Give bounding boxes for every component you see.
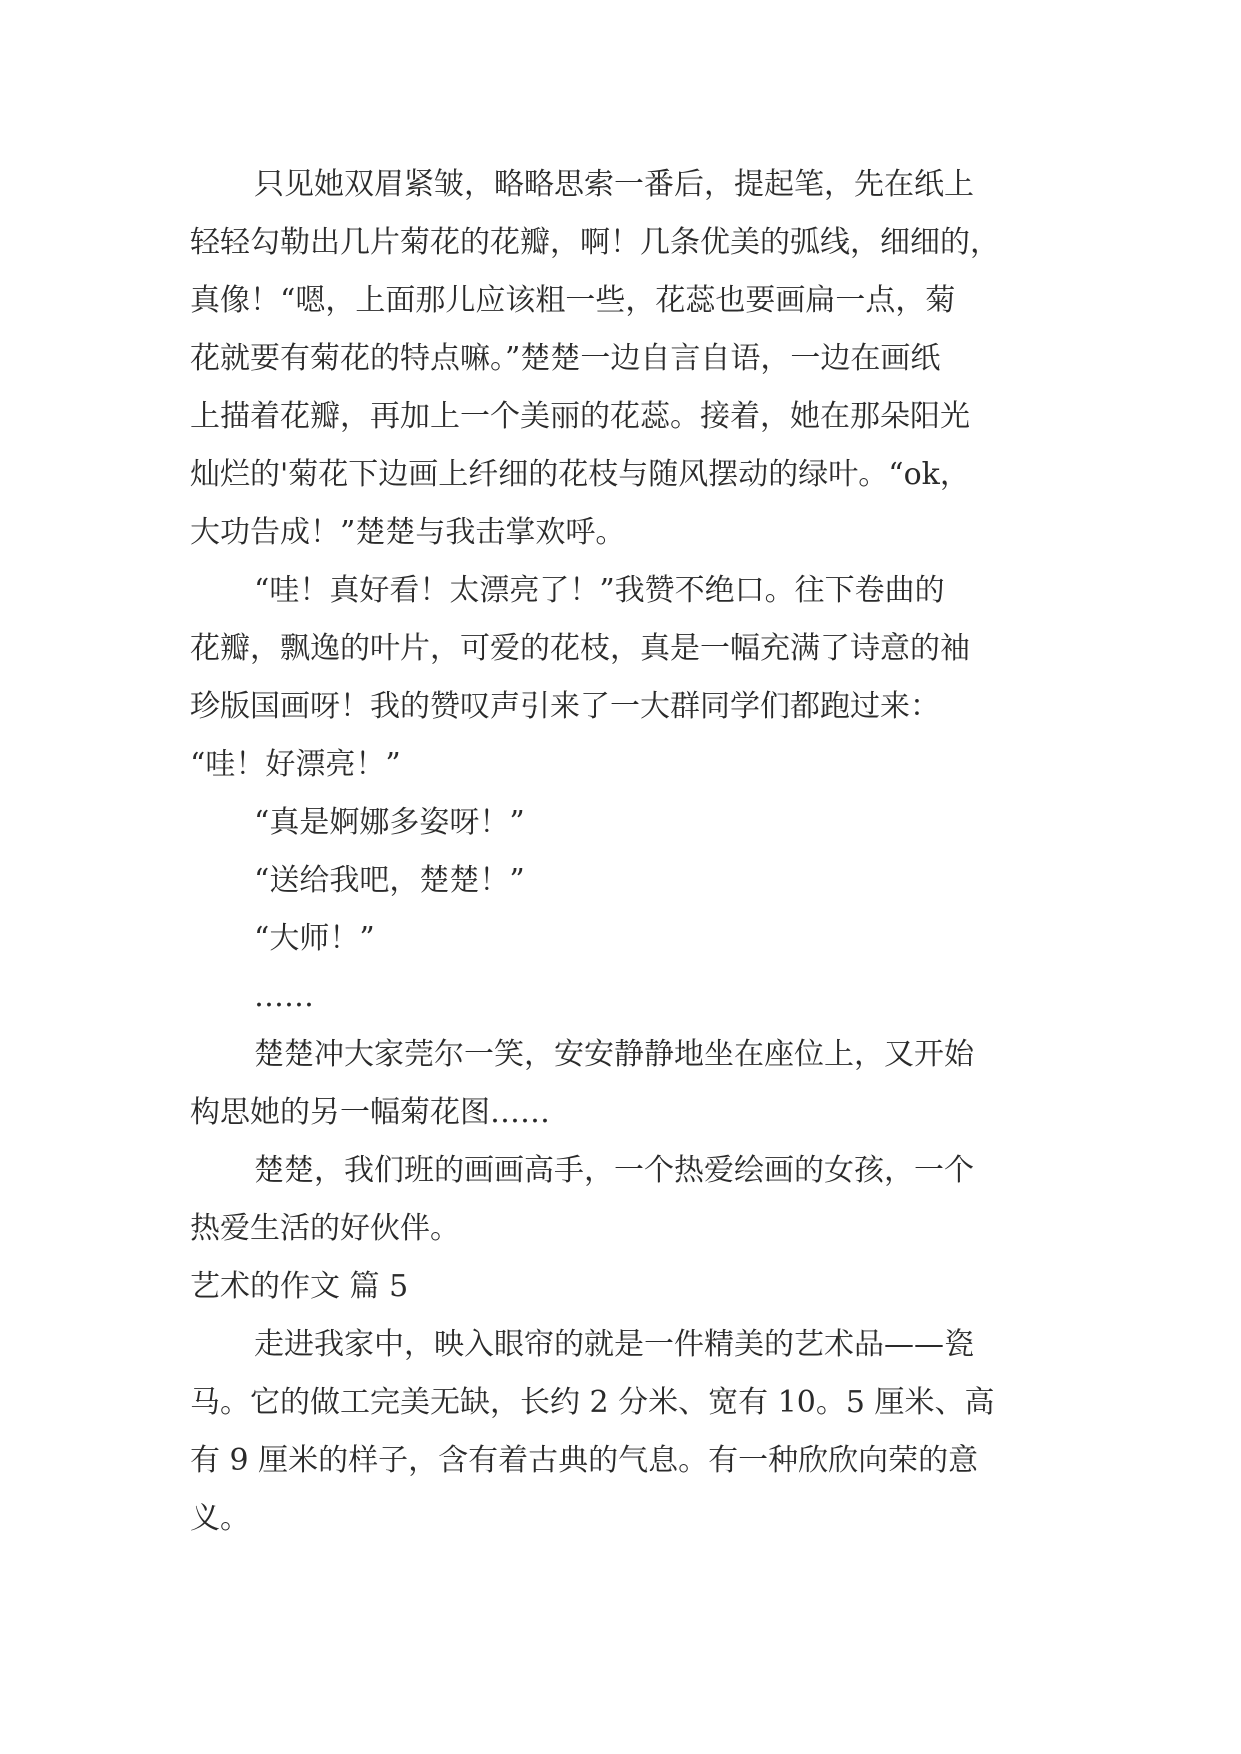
text-line: “哇！好漂亮！” (190, 747, 401, 782)
text-line: 真像！“嗯，上面那儿应该粗一些，花蕊也要画扁一点，菊 (190, 283, 956, 318)
text-line: 花瓣，飘逸的叶片，可爱的花枝，真是一幅充满了诗意的袖 (190, 631, 970, 666)
text-line: 走进我家中，映入眼帘的就是一件精美的艺术品——瓷 (254, 1327, 974, 1362)
text-line: 珍版国画呀！我的赞叹声引来了一大群同学们都跑过来： (190, 689, 940, 724)
text-line: 花就要有菊花的特点嘛。”楚楚一边自言自语，一边在画纸 (190, 341, 941, 376)
text-line: 轻轻勾勒出几片菊花的花瓣，啊！几条优美的弧线，细细的， (190, 225, 1000, 260)
text-line: 有 9 厘米的样子，含有着古典的气息。有一种欣欣向荣的意 (190, 1443, 979, 1478)
text-line: “真是婀娜多姿呀！” (254, 805, 525, 840)
text-line: 楚楚冲大家莞尔一笑，安安静静地坐在座位上，又开始 (254, 1037, 974, 1072)
text-line: 楚楚，我们班的画画高手，一个热爱绘画的女孩，一个 (254, 1153, 974, 1188)
text-line: 上描着花瓣，再加上一个美丽的花蕊。接着，她在那朵阳光 (190, 399, 970, 434)
text-line: 只见她双眉紧皱，略略思索一番后，提起笔，先在纸上 (254, 167, 974, 202)
text-line: 构思她的另一幅菊花图…… (190, 1095, 550, 1130)
text-line: 大功告成！”楚楚与我击掌欢呼。 (190, 515, 626, 550)
text-line: “大师！” (254, 921, 375, 956)
text-line: 灿烂的'菊花下边画上纤细的花枝与随风摆动的绿叶。“ok， (190, 457, 970, 492)
text-line: “送给我吧，楚楚！” (254, 863, 525, 898)
text-line: …… (254, 979, 314, 1014)
text-line: “哇！真好看！太漂亮了！”我赞不绝口。往下卷曲的 (254, 573, 945, 608)
text-line: 热爱生活的好伙伴。 (190, 1211, 460, 1246)
text-line: 义。 (190, 1501, 250, 1536)
text-line: 马。它的做工完美无缺，长约 2 分米、宽有 10。5 厘米、高 (190, 1385, 995, 1420)
section-heading: 艺术的作文 篇 5 (190, 1269, 409, 1304)
